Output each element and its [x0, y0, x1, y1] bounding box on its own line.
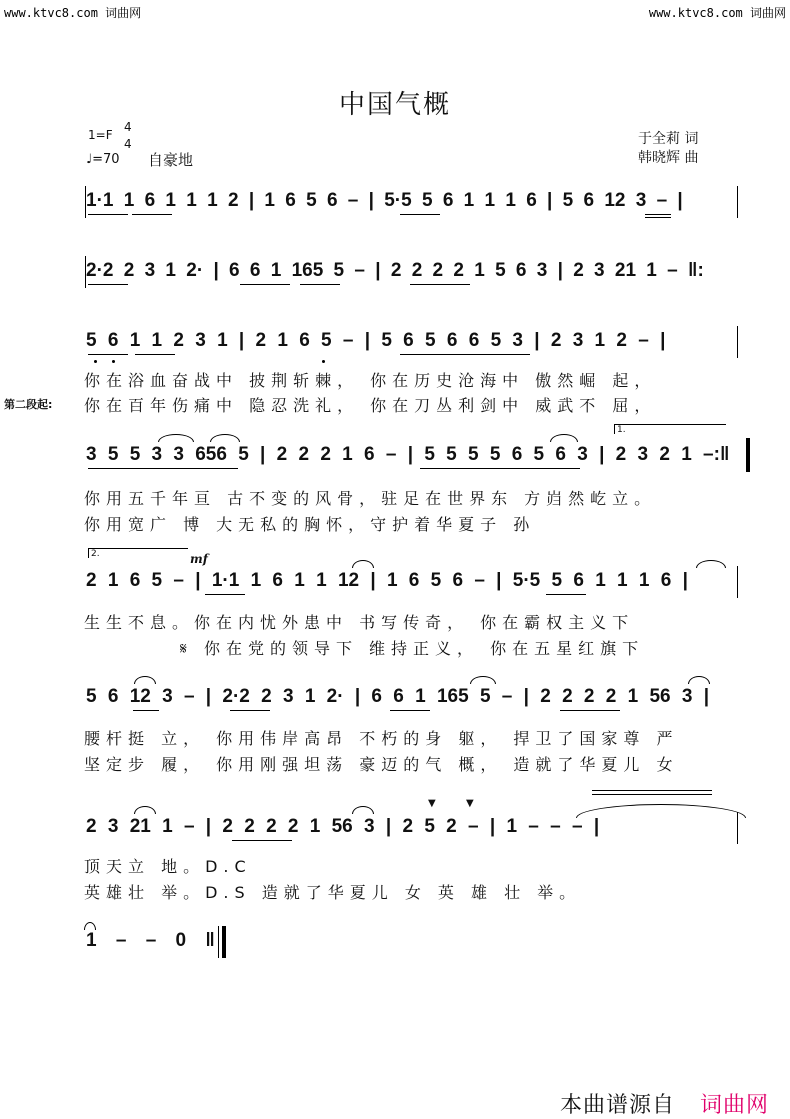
slur: [576, 804, 746, 818]
beam-underline: [132, 214, 172, 215]
beam-underline: [88, 214, 128, 215]
time-signature-top: 4: [124, 120, 132, 134]
beam-underline: [205, 594, 245, 595]
beam-underline: [390, 710, 430, 711]
notation-row-1: 1·1 1 6 1 1 1 2 | 1 6 5 6 – | 5·5 5 6 1 1 1 6 | 5 6 12 3 – |: [86, 190, 683, 211]
dynamic-marking: mf: [190, 552, 208, 566]
accent-icon: ▼: [428, 798, 436, 809]
repeat-end-barline: [746, 438, 750, 472]
watermark-right: www.ktvc8.com 词曲网: [648, 6, 786, 20]
page-title: 中国气概: [338, 90, 451, 120]
lyric-row-4-verse-1: 你用五千年亘 古不变的风骨，驻足在世界东 方岿然屹立。: [84, 489, 657, 508]
time-signature-bottom: 4: [124, 137, 132, 151]
beam-underline: [560, 710, 620, 711]
slur: [210, 434, 240, 442]
slur: [688, 676, 710, 684]
crescendo-line: [592, 794, 712, 795]
low-octave-dot: [94, 360, 97, 363]
low-octave-dot: [322, 360, 325, 363]
beam-underline: [546, 594, 586, 595]
barline: [85, 186, 86, 218]
barline: [737, 186, 738, 218]
tempo-marking: ♩=70: [86, 152, 120, 167]
volta-1: 1.: [614, 424, 726, 434]
lyric-row-5-verse-2: 𝄋 你在党的领导下 维持正义， 你在五星红旗下: [180, 639, 645, 658]
notation-row-5: 2 1 6 5 – | 1·1 1 6 1 1 12 | 1 6 5 6 – | 5·5 5 6 1 1 1 6 |: [86, 570, 688, 591]
beam-underline: [645, 214, 671, 215]
final-barline: [222, 926, 226, 958]
slur: [84, 922, 96, 930]
slur: [158, 434, 194, 442]
lyric-row-4-verse-2: 你用宽广 博 大无私的胸怀，守护着华夏子 孙: [84, 515, 536, 534]
notation-row-3: 5 6 1 1 2 3 1 | 2 1 6 5 – | 5 6 5 6 6 5 3 | 2 3 1 2 – |: [86, 330, 666, 351]
second-verse-label: 第二段起:: [4, 398, 53, 411]
beam-underline: [88, 284, 128, 285]
beam-underline: [133, 710, 159, 711]
lyric-row-6-verse-2: 坚定步 履， 你用刚强坦荡 豪迈的气 概， 造就了华夏儿 女: [84, 755, 679, 774]
watermark-left: www.ktvc8.com 词曲网: [4, 6, 142, 20]
footer-site-name[interactable]: 词曲网: [700, 1093, 770, 1118]
beam-underline: [400, 354, 530, 355]
beam-underline: [230, 710, 270, 711]
low-octave-dot: [112, 360, 115, 363]
notation-row-6: 5 6 12 3 – | 2·2 2 3 1 2· | 6 6 1 165 5 – | 2 2 2 2 1 56 3 |: [86, 686, 710, 707]
slur: [134, 806, 156, 814]
lyricist-credit: 于全莉 词: [638, 131, 699, 147]
beam-underline: [400, 214, 440, 215]
beam-underline: [88, 354, 128, 355]
barline: [85, 256, 86, 288]
lyric-row-5-verse-1: 生生不息。你在内忧外患中 书写传奇， 你在霸权主义下: [84, 613, 635, 632]
barline: [737, 566, 738, 598]
volta-2: 2.: [88, 548, 188, 558]
accent-icon: ▼: [466, 798, 474, 809]
lyric-row-7-verse-1: 顶天立 地。D.C: [84, 857, 252, 876]
lyric-row-7-verse-2: 英雄壮 举。D.S 造就了华夏儿 女 英 雄 壮 举。: [84, 883, 582, 902]
beam-underline: [240, 284, 290, 285]
slur: [134, 676, 156, 684]
beam-underline: [645, 217, 671, 218]
notation-row-4: 3 5 5 3 3 656 5 | 2 2 2 1 6 – | 5 5 5 5 6 5 6 3 | 2 3 2 1 –:‖: [86, 444, 730, 465]
lyric-row-3-verse-1: 你在浴血奋战中 披荆斩棘， 你在历史沧海中 傲然崛 起，: [84, 371, 657, 390]
slur: [696, 560, 726, 568]
lyric-row-6-verse-1: 腰杆挺 立， 你用伟岸高昂 不朽的身 躯， 捍卫了国家尊 严: [84, 729, 679, 748]
notation-row-2: 2·2 2 3 1 2· | 6 6 1 165 5 – | 2 2 2 2 1 5 6 3 | 2 3 21 1 – ‖:: [86, 260, 704, 281]
beam-underline: [232, 840, 292, 841]
notation-row-8: 1 – – 0 ‖: [86, 930, 215, 951]
slur: [352, 806, 374, 814]
beam-underline: [410, 284, 470, 285]
notation-row-7: 2 3 21 1 – | 2 2 2 2 1 56 3 | 2 5 2 – | 1 – – – |: [86, 816, 600, 837]
beam-underline: [420, 468, 580, 469]
barline: [737, 812, 738, 844]
beam-underline: [135, 354, 175, 355]
beam-underline: [88, 468, 238, 469]
final-barline: [218, 926, 219, 958]
barline: [737, 326, 738, 358]
beam-underline: [300, 284, 340, 285]
composer-credit: 韩晓辉 曲: [638, 150, 699, 166]
footer-source-label: 本曲谱源自: [560, 1093, 676, 1118]
slur: [550, 434, 578, 442]
key-signature: 1=F: [88, 128, 113, 142]
lyric-row-3-verse-2: 你在百年伤痛中 隐忍洗礼， 你在刀丛利剑中 威武不 屈，: [84, 396, 657, 415]
slur: [352, 560, 374, 568]
crescendo-line: [592, 790, 712, 791]
slur: [470, 676, 496, 684]
expression-marking: 自豪地: [148, 151, 194, 169]
